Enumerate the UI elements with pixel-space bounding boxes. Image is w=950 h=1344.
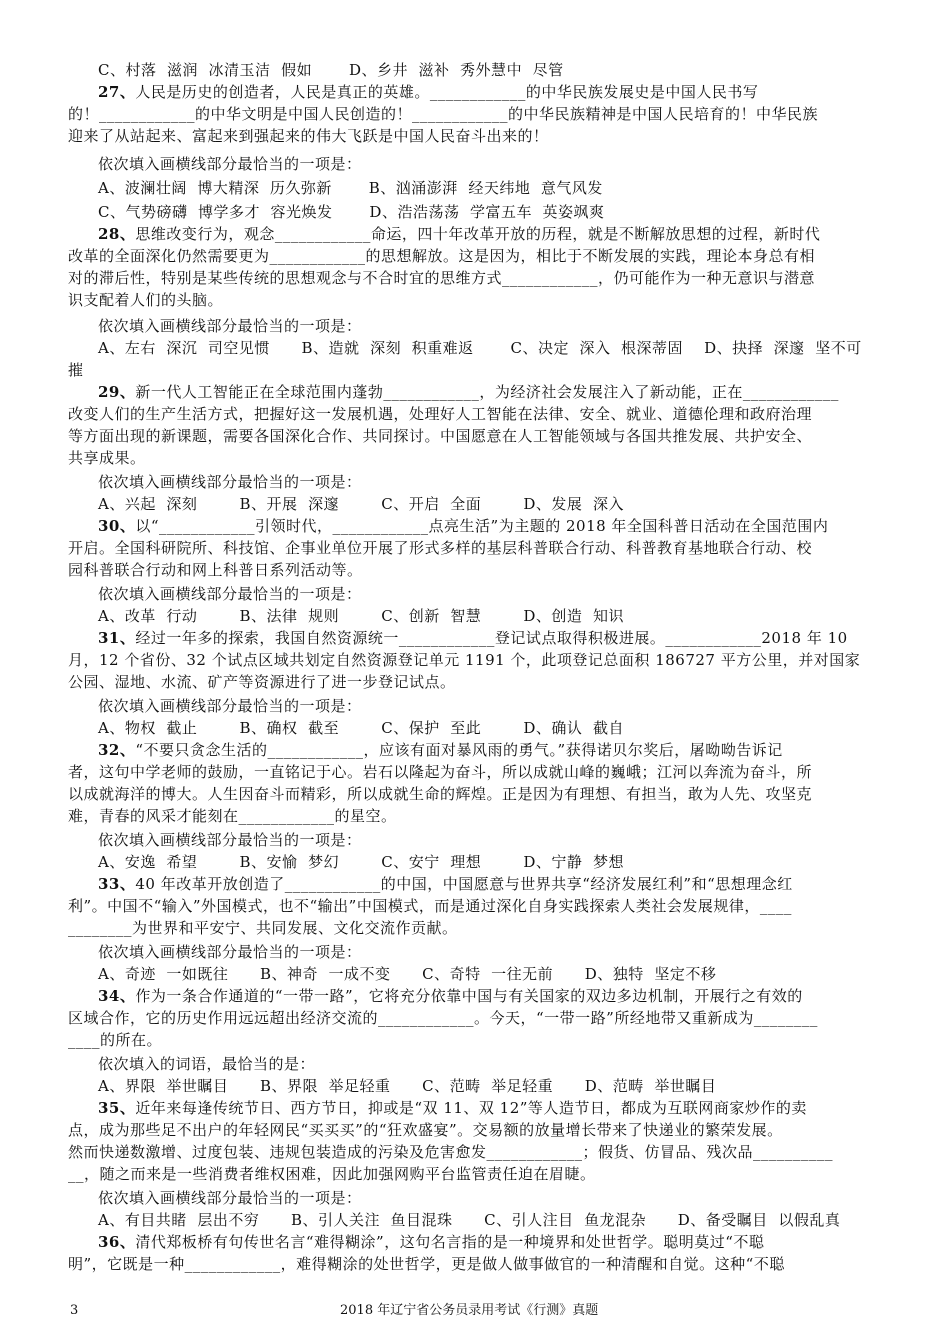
question-number: 30、 <box>98 517 136 535</box>
question-30: 30、以“____________引领时代，____________点亮生活”为主题的 2018 年全国科普日活动在全国范围内 <box>98 517 829 535</box>
text-line: 摧 <box>68 361 84 379</box>
question-number: 32、 <box>98 741 136 759</box>
text-line: 利”。中国不“输入”外国模式，也不“输出”中国模式，而是通过深化自身实践探索人类社会发展规律，____ <box>68 897 792 915</box>
option-line: A、有目共睹 层出不穷 B、引人关注 鱼目混珠 C、引人注目 鱼龙混杂 D、备受瞩目 以假乱真 <box>98 1211 841 1229</box>
question-27: 27、人民是历史的创造者，人民是真正的英雄。____________的中华民族发展史是中国人民书写 <box>98 83 759 101</box>
option-line: A、波澜壮阔 博大精深 历久弥新 B、汹涌澎湃 经天纬地 意气风发 <box>98 179 603 197</box>
page-number: 3 <box>70 1303 79 1318</box>
option-line: A、左右 深沉 司空见惯 B、造就 深刻 积重难返 C、决定 深入 根深蒂固 D、抉择 深邃 坚不可 <box>98 339 862 357</box>
text-line: 等方面出现的新课题，需要各国深化合作、共同探讨。中国愿意在人工智能领域与各国共推发展、共护安全、 <box>68 427 813 445</box>
text-line: 难，青春的风采才能刻在____________的星空。 <box>68 807 397 825</box>
text-line: 然而快递数激增、过度包装、违规包装造成的污染及危害愈发____________；假货、仿冒品、残次品__________ <box>68 1143 834 1161</box>
question-29: 29、新一代人工智能正在全球范围内蓬勃____________，为经济社会发展注入了新动能，正在____________ <box>98 383 839 401</box>
text-line: 识支配着人们的头脑。 <box>68 291 224 309</box>
text-line: 共享成果。 <box>68 449 146 467</box>
question-35: 35、近年来每逢传统节日、西方节日，抑或是“双 11、双 12”等人造节日，都成为互联网商家炒作的卖 <box>98 1099 807 1117</box>
prompt-line: 依次填入画横线部分最恰当的一项是： <box>98 831 362 849</box>
footer-title: 2018 年辽宁省公务员录用考试《行测》真题 <box>340 1303 599 1318</box>
text-line: 月，12 个省份、32 个试点区域共划定自然资源登记单元 1191 个，此项登记总面积 186727 平方公里，并对国家 <box>68 651 861 669</box>
question-number: 34、 <box>98 987 136 1005</box>
prompt-line: 依次填入画横线部分最恰当的一项是： <box>98 1189 362 1207</box>
question-36: 36、清代郑板桥有句传世名言“难得糊涂”，这句名言指的是一种境界和处世哲学。聪明莫过“不聪 <box>98 1233 765 1251</box>
text-line: 点，成为那些足不出户的年轻网民“买买买”的“狂欢盛宴”。交易额的放量增长带来了快递业的繁荣发展。 <box>68 1121 783 1139</box>
text-line: 的！____________的中华文明是中国人民创造的！____________的中华民族精神是中国人民培育的！中华民族 <box>68 105 819 123</box>
question-number: 31、 <box>98 629 136 647</box>
prompt-line: 依次填入画横线部分最恰当的一项是： <box>98 155 362 173</box>
question-34: 34、作为一条合作通道的“一带一路”，它将充分依靠中国与有关国家的双边多边机制，开展行之有效的 <box>98 987 803 1005</box>
text-line: __，随之而来是一些消费者维权困难，因此加强网购平台监管责任迫在眉睫。 <box>68 1165 596 1183</box>
option-line: A、界限 举世瞩目 B、界限 举足轻重 C、范畴 举足轻重 D、范畴 举世瞩目 <box>98 1077 717 1095</box>
option-line: A、奇迹 一如既往 B、神奇 一成不变 C、奇特 一往无前 D、独特 坚定不移 <box>98 965 717 983</box>
text-line: 迎来了从站起来、富起来到强起来的伟大飞跃是中国人民奋斗出来的！ <box>68 127 549 145</box>
text-line: 开启。全国科研院所、科技馆、企事业单位开展了形式多样的基层科普联合行动、科普教育基地联合行动、校 <box>68 539 813 557</box>
text-line: 明”，它既是一种____________，难得糊涂的处世哲学，更是做人做事做官的一种清醒和自觉。这种“不聪 <box>68 1255 785 1273</box>
question-32: 32、“不要只贪念生活的____________，应该有面对暴风雨的勇气。”获得诺贝尔奖后，屠呦呦告诉记 <box>98 741 783 759</box>
text-line: 改革的全面深化仍然需要更为____________的思想解放。这是因为，相比于不断发展的实践，理论本身总有相 <box>68 247 816 265</box>
question-28: 28、思维改变行为，观念____________命运，四十年改革开放的历程，就是不断解放思想的过程，新时代 <box>98 225 821 243</box>
text-line: 以成就海洋的博大。人生因奋斗而精彩，所以成就生命的辉煌。正是因为有理想、有担当，敢为人先、攻坚克 <box>68 785 813 803</box>
question-number: 28、 <box>98 225 136 243</box>
prompt-line: 依次填入画横线部分最恰当的一项是： <box>98 317 362 335</box>
prompt-line: 依次填入画横线部分最恰当的一项是： <box>98 473 362 491</box>
prompt-line: 依次填入画横线部分最恰当的一项是： <box>98 585 362 603</box>
question-number: 35、 <box>98 1099 136 1117</box>
text-line: ________为世界和平安宁、共同发展、文化交流作贡献。 <box>68 919 458 937</box>
text-line: 公园、湿地、水流、矿产等资源进行了进一步登记试点。 <box>68 673 456 691</box>
prompt-line: 依次填入画横线部分最恰当的一项是： <box>98 697 362 715</box>
option-line: A、物权 截止 B、确权 截至 C、保护 至此 D、确认 截自 <box>98 719 624 737</box>
option-line: C、村落 滋润 冰清玉洁 假如 D、乡井 滋补 秀外慧中 尽管 <box>98 61 564 79</box>
text-line: ____的所在。 <box>68 1031 163 1049</box>
prompt-line: 依次填入画横线部分最恰当的一项是： <box>98 943 362 961</box>
question-33: 33、40 年改革开放创造了____________的中国，中国愿意与世界共享“经济发展红利”和“思想理念红 <box>98 875 793 893</box>
text-line: 园科普联合行动和网上科普日系列活动等。 <box>68 561 363 579</box>
option-line: A、兴起 深刻 B、开展 深邃 C、开启 全面 D、发展 深入 <box>98 495 624 513</box>
option-line: C、气势磅礴 博学多才 容光焕发 D、浩浩荡荡 学富五车 英姿飒爽 <box>98 203 605 221</box>
text-line: 对的滞后性，特别是某些传统的思想观念与不合时宜的思维方式____________，仍可能作为一种无意识与潜意 <box>68 269 816 287</box>
question-31: 31、经过一年多的探索，我国自然资源统一____________登记试点取得积极进展。____________2018 年 10 <box>98 629 848 647</box>
text-line: 者，这句中学老师的鼓励，一直铭记于心。岩石以隆起为奋斗，所以成就山峰的巍峨；江河以奔流为奋斗，所 <box>68 763 813 781</box>
text-line: 改变人们的生产生活方式，把握好这一发展机遇，处理好人工智能在法律、安全、就业、道德伦理和政府治理 <box>68 405 813 423</box>
question-number: 33、 <box>98 875 136 893</box>
text-line: 区域合作，它的历史作用远远超出经济交流的____________。今天，“一带一路”所经地带又重新成为________ <box>68 1009 818 1027</box>
option-line: A、安逸 希望 B、安愉 梦幻 C、安宁 理想 D、宁静 梦想 <box>98 853 624 871</box>
option-line: A、改革 行动 B、法律 规则 C、创新 智慧 D、创造 知识 <box>98 607 624 625</box>
question-number: 27、 <box>98 83 136 101</box>
question-number: 29、 <box>98 383 136 401</box>
prompt-line: 依次填入的词语，最恰当的是： <box>98 1055 316 1073</box>
question-number: 36、 <box>98 1233 136 1251</box>
